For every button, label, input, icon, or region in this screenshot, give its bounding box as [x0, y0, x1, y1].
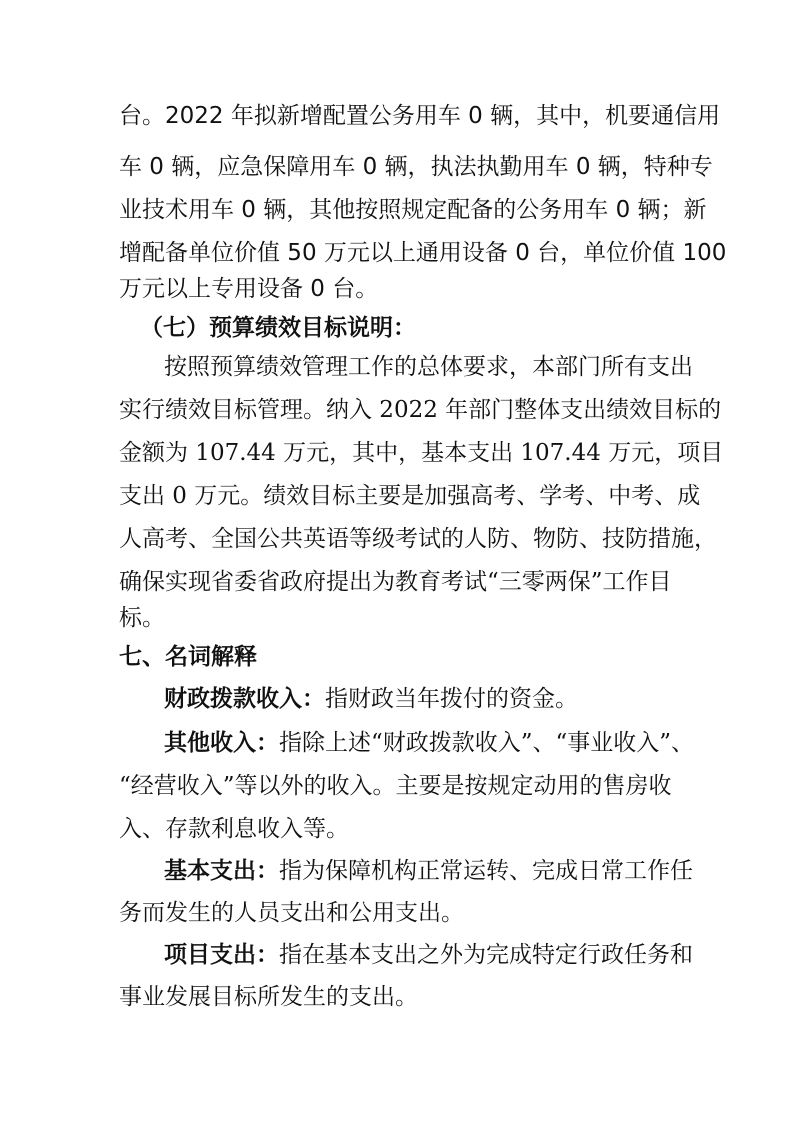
paragraph-performance-line-3: 金额为 107.44 万元，其中，基本支出 107.44 万元，项目: [119, 440, 724, 466]
paragraph-vehicles-line-5: 万元以上专用设备 0 台。: [119, 276, 379, 302]
section-heading: 七、名词解释: [119, 644, 257, 670]
glossary-definition-continued: 入、存款利息收入等。: [119, 816, 349, 842]
paragraph-vehicles-line-2: 车 0 辆，应急保障用车 0 辆，执法执勤用车 0 辆，特种专: [119, 154, 713, 180]
glossary-entry-basic-expense: [164, 850, 724, 892]
paragraph-vehicles-line-1: 台。2022 年拟新增配置公务用车 0 辆，其中，机要通信用: [119, 103, 721, 129]
paragraph-performance-line-4: 支出 0 万元。绩效目标主要是加强高考、学考、中考、成: [119, 483, 701, 509]
glossary-term: 财政拨款收入：: [164, 686, 325, 712]
glossary-definition: 指在基本支出之外为完成特定行政任务和: [279, 942, 693, 968]
glossary-entry-project-expense: [164, 934, 724, 976]
glossary-term: 基本支出：: [164, 858, 279, 884]
paragraph-performance-line-7: 标。: [119, 605, 165, 631]
glossary-definition-continued: 务而发生的人员支出和公用支出。: [119, 900, 464, 926]
glossary-term: 其他收入：: [164, 730, 279, 756]
glossary-definition: 指除上述“财政拨款收入”、“事业收入”、: [279, 730, 695, 756]
paragraph-performance-line-5: 人高考、全国公共英语等级考试的人防、物防、技防措施，: [119, 526, 717, 552]
subsection-heading: （七）预算绩效目标说明：: [140, 315, 416, 341]
paragraph-performance-line-1: 按照预算绩效管理工作的总体要求，本部门所有支出: [164, 354, 693, 380]
paragraph-vehicles-line-4: 增配备单位价值 50 万元以上通用设备 0 台，单位价值 100: [119, 240, 727, 266]
paragraph-performance-line-6: 确保实现省委省政府提出为教育考试“三零两保”工作目: [119, 569, 672, 595]
glossary-term: 项目支出：: [164, 942, 279, 968]
glossary-entry-other-income: [164, 722, 724, 764]
glossary-definition-continued: 事业发展目标所发生的支出。: [119, 984, 418, 1010]
glossary-entry-fiscal-income: [164, 678, 724, 720]
glossary-definition: 指为保障机构正常运转、完成日常工作任: [279, 858, 693, 884]
paragraph-vehicles-line-3: 业技术用车 0 辆，其他按照规定配备的公务用车 0 辆；新: [119, 197, 707, 223]
glossary-definition-continued: “经营收入”等以外的收入。主要是按规定动用的售房收: [119, 773, 672, 799]
paragraph-performance-line-2: 实行绩效目标管理。纳入 2022 年部门整体支出绩效目标的: [119, 397, 722, 423]
glossary-definition: 指财政当年拨付的资金。: [325, 686, 578, 712]
